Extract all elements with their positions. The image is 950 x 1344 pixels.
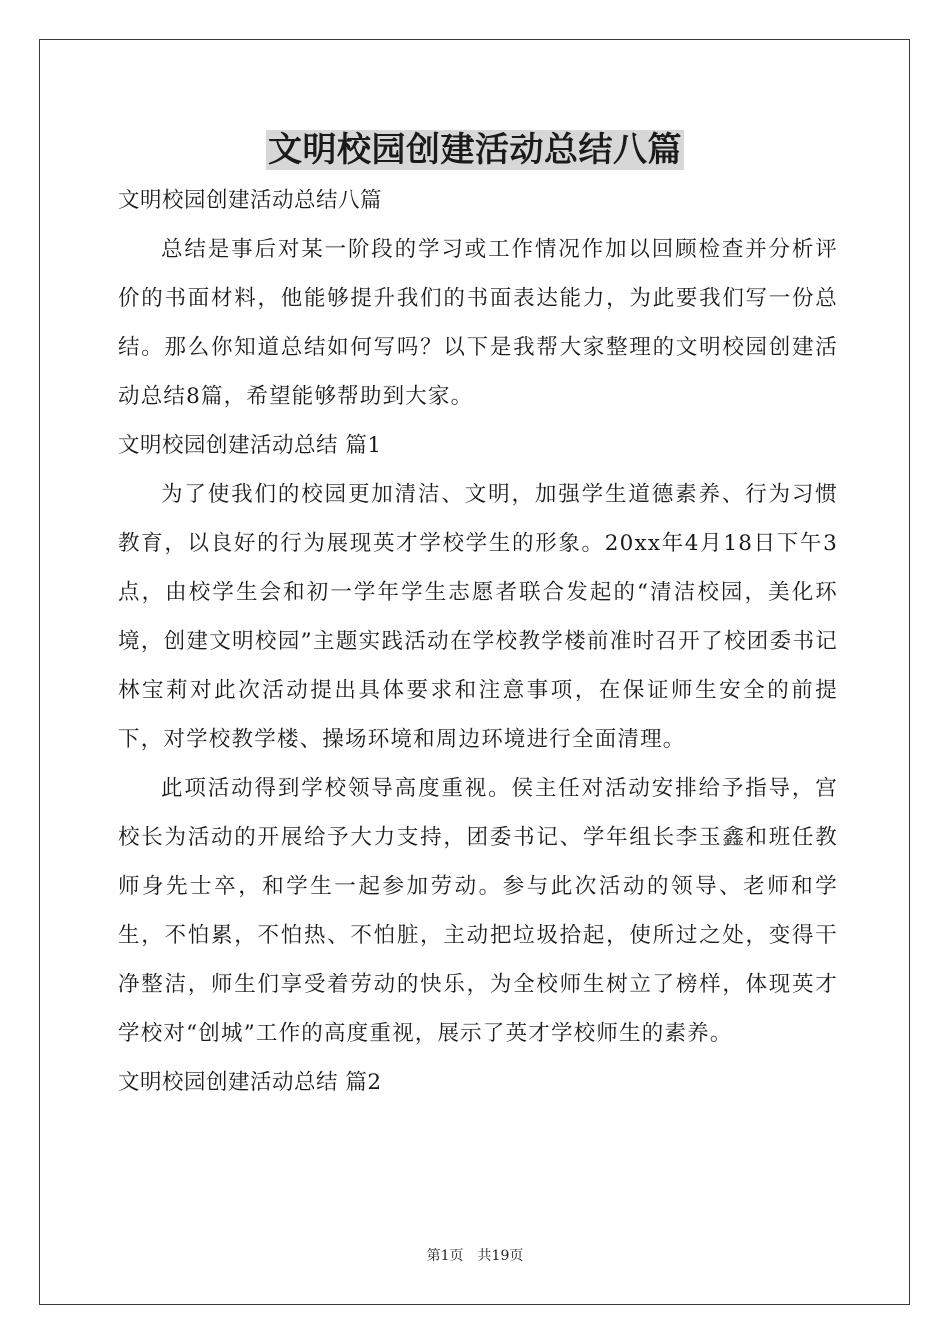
document-body	[118, 176, 838, 1107]
section-1-paragraph-2: 此项活动得到学校领导高度重视。侯主任对活动安排给予指导，宫校长为活动的开展给予大力支持，团委书记、学年组长李玉鑫和班任教师身先士卒，和学生一起参加劳动。参与此次活动的领导、老师和学生，不怕累，不怕热、不怕脏，主动把垃圾拾起，使所过之处，变得干净整洁，师生们享受着劳动的快乐，为全校师生树立了榜样，体现英才学校对“创城”工作的高度重视，展示了英才学校师生的素养。	[118, 776, 838, 1046]
section-1-heading: 文明校园创建活动总结 篇1	[118, 433, 382, 458]
page-number-footer: 第1页 共19页	[426, 1248, 524, 1264]
document-title-text: 文明校园创建活动总结八篇	[268, 130, 682, 170]
document-subtitle: 文明校园创建活动总结八篇	[118, 188, 383, 213]
section-2-heading: 文明校园创建活动总结 篇2	[118, 1070, 382, 1095]
document-title	[0, 128, 950, 172]
intro-paragraph: 总结是事后对某一阶段的学习或工作情况作加以回顾检查并分析评价的书面材料，他能够提升我们的书面表达能力，为此要我们写一份总结。那么你知道总结如何写吗？以下是我帮大家整理的文明校园创建活动总结8篇，希望能够帮助到大家。	[118, 237, 838, 409]
section-1-paragraph-1: 为了使我们的校园更加清洁、文明，加强学生道德素养、行为习惯教育，以良好的行为展现英才学校学生的形象。20xx年4月18日下午3点，由校学生会和初一学年学生志愿者联合发起的“清洁校园，美化环境，创建文明校园”主题实践活动在学校教学楼前准时召开了校团委书记林宝莉对此次活动提出具体要求和注意事项，在保证师生安全的前提下，对学校教学楼、操场环境和周边环境进行全面清理。	[118, 482, 838, 752]
